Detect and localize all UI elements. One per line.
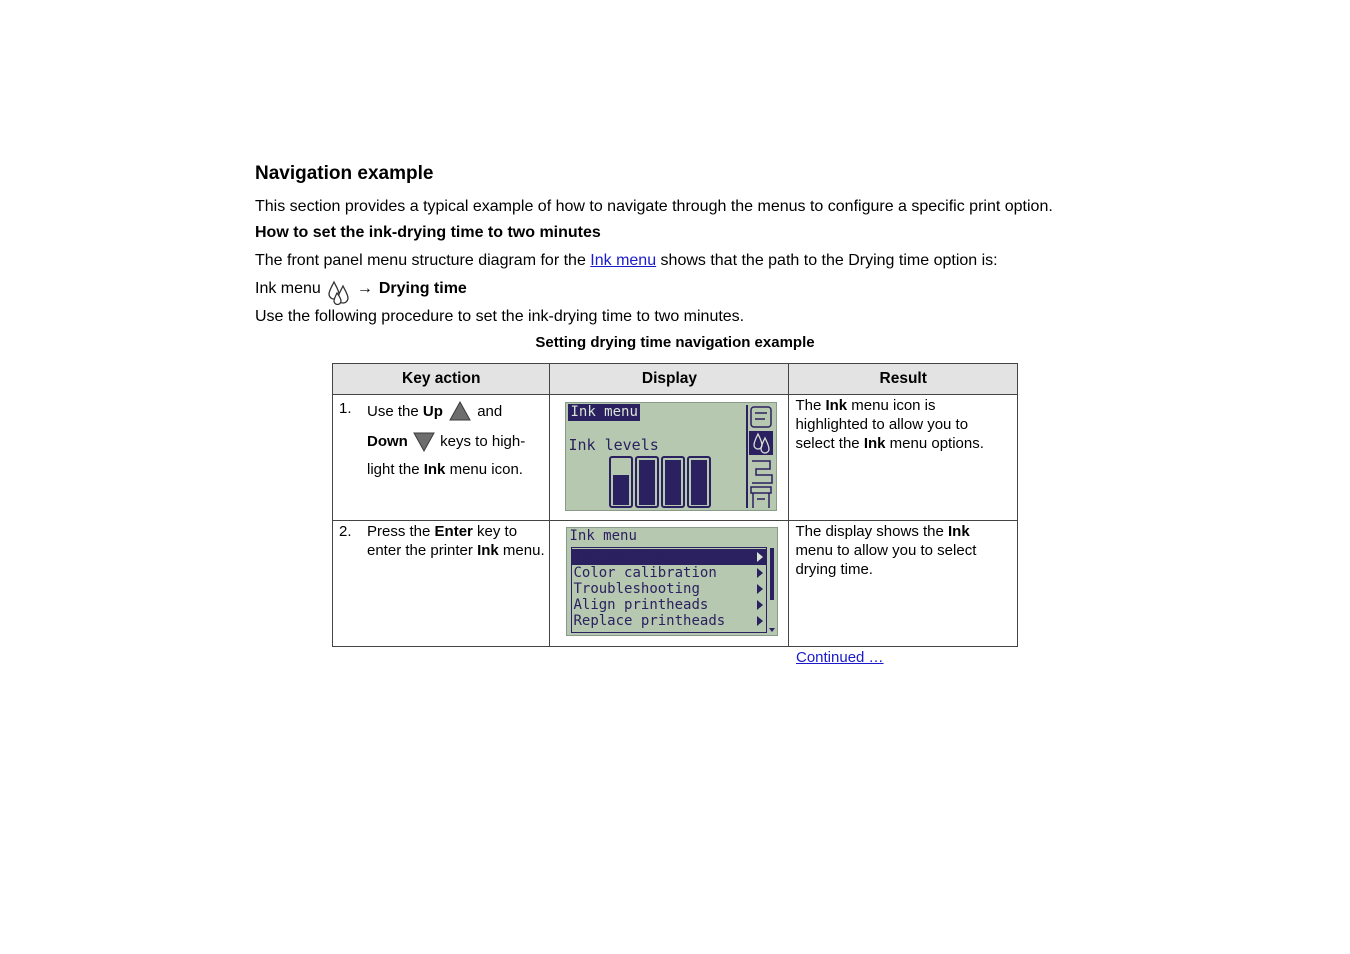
row2-result-t2: menu to allow you to select drying time. (795, 542, 977, 578)
lcd2-item-arrow-icon (757, 600, 763, 610)
row1-key-t4: light the (367, 461, 424, 478)
table-row (333, 521, 1018, 647)
ink-menu-link[interactable]: Ink menu (590, 252, 657, 269)
continued-link[interactable]: Continued … (796, 649, 884, 666)
row2-key-t3: menu. (498, 542, 545, 559)
row2-result-text (789, 521, 1017, 580)
row2-result-t1: The display shows the (795, 523, 949, 540)
table-header-row (333, 364, 1018, 395)
lcd2-item-color-calibration-label: Color calibration (573, 565, 717, 581)
row1-key-ink: Ink (423, 461, 446, 478)
navigation-table (332, 363, 1018, 647)
row1-key-up: Up (422, 403, 443, 420)
row1-result-text (789, 395, 1017, 454)
lcd2-scroll-down-icon (769, 628, 775, 632)
lcd2-item-color-calibration[interactable] (571, 565, 767, 581)
lcd2-item-align-printheads[interactable] (571, 597, 767, 613)
header-key-action: Key action (333, 364, 550, 395)
row1-key-t5: menu icon. (445, 461, 523, 478)
row2-key-t1: Press the (367, 523, 435, 540)
lcd-ink-levels (565, 402, 777, 511)
menu-path (255, 276, 467, 302)
lcd2-item-arrow-icon (757, 568, 763, 578)
page-heading: Navigation example (255, 163, 434, 184)
row1-result-t2: menu icon is highlighted to allow you to select the (795, 397, 969, 452)
row1-number: 1. (339, 400, 352, 417)
table-row (333, 395, 1018, 521)
path-sentence (255, 251, 998, 271)
row2-number: 2. (339, 523, 352, 540)
ink-drops-icon (326, 279, 352, 305)
row1-key-t3: keys to high- (436, 433, 526, 450)
lcd2-item-arrow-icon (757, 552, 763, 562)
header-result: Result (789, 364, 1018, 395)
row2-result (789, 521, 1018, 647)
lcd-ink-menu (566, 527, 778, 636)
row1-result-ink2: Ink (863, 435, 886, 452)
path-sentence-before: The front panel menu structure diagram for the (255, 252, 591, 269)
lcd2-item-troubleshooting[interactable] (571, 581, 767, 597)
path-sentence-after: shows that the path to the Drying time option is: (656, 252, 998, 269)
lcd2-item-align-printheads-label: Align printheads (573, 597, 709, 613)
row1-result (789, 395, 1018, 521)
row2-key-ink: Ink (477, 542, 499, 559)
row1-key-text (367, 399, 547, 479)
row2-key-enter: Enter (434, 523, 473, 540)
lcd1-label: Ink levels (568, 436, 659, 454)
row1-key-action (333, 395, 550, 521)
row2-key-action (333, 521, 550, 647)
row1-result-t3: menu options. (885, 435, 984, 452)
row1-display (550, 395, 789, 521)
ink-cartridges-graphic (566, 403, 776, 510)
row1-key-down: Down (367, 433, 408, 450)
lcd2-item-arrow-icon (757, 616, 763, 626)
path-arrow: → (356, 280, 373, 297)
subheading: How to set the ink-drying time to two minutes (255, 224, 601, 241)
lcd2-item-information[interactable] (571, 549, 767, 565)
row2-display (550, 521, 789, 647)
lcd2-title: Ink menu (569, 528, 637, 544)
lcd2-scrollbar[interactable] (770, 548, 774, 600)
row1-key-t2: and (473, 403, 503, 420)
table-caption: Setting drying time navigation example (535, 334, 815, 351)
intro-paragraph: This section provides a typical example of how to navigate through the menus to configure a specific print option. (255, 198, 1053, 215)
path-start: Ink menu (255, 280, 321, 297)
row2-key-text (367, 522, 545, 560)
lcd2-item-replace-printheads-label: Replace printheads (573, 613, 726, 629)
lcd2-item-information-label: Information (573, 549, 667, 565)
row1-result-ink: Ink (825, 397, 848, 414)
row1-key-t1: Use the (367, 403, 423, 420)
header-display: Display (550, 364, 789, 395)
lcd2-item-arrow-icon (757, 584, 763, 594)
row1-result-t1: The (795, 397, 826, 414)
row2-key-t2: key to enter the printer (367, 523, 518, 559)
down-key-icon (413, 432, 435, 460)
row2-result-ink: Ink (948, 523, 970, 540)
lcd2-item-troubleshooting-label: Troubleshooting (573, 581, 700, 597)
lcd2-item-replace-printheads[interactable] (571, 613, 767, 629)
lcd1-title: Ink menu (570, 404, 638, 420)
procedure-intro: Use the following procedure to set the ink-drying time to two minutes. (255, 308, 745, 325)
path-end: Drying time (378, 280, 467, 297)
up-key-icon (449, 401, 471, 429)
